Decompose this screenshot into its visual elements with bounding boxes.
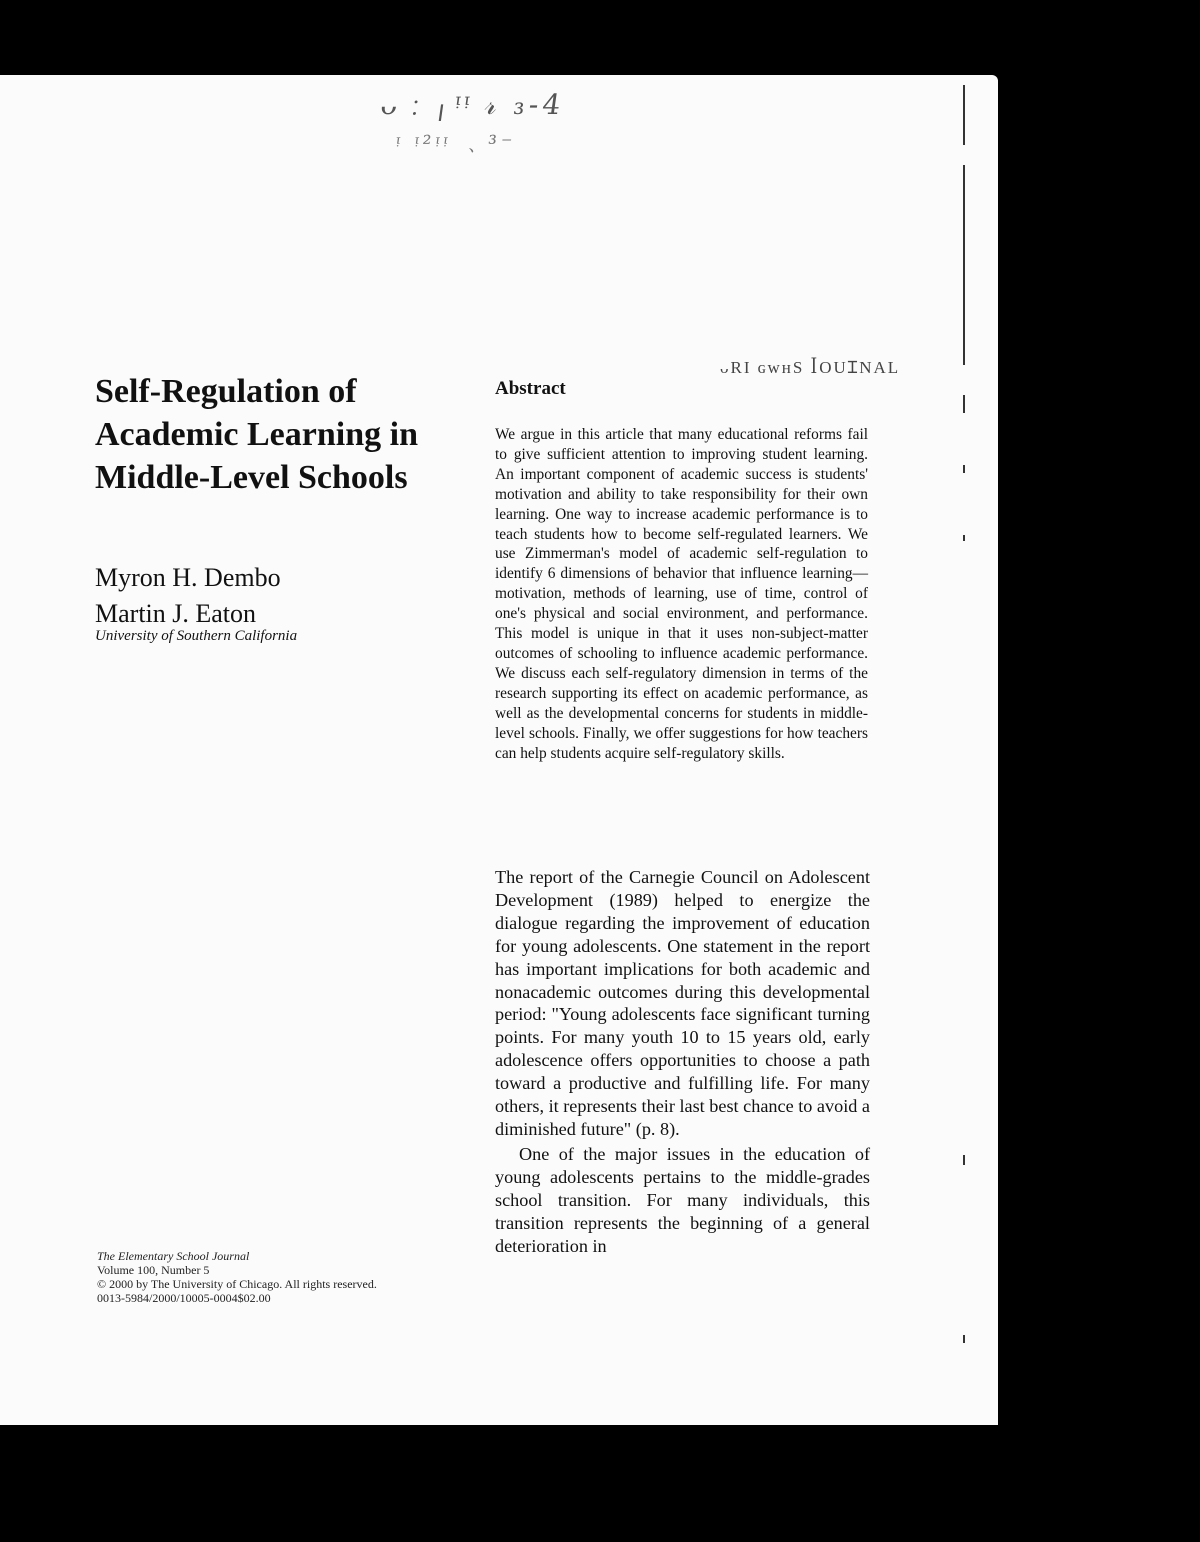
author-affiliation: University of Southern California: [95, 628, 298, 644]
author-list: [95, 560, 281, 632]
scan-border-bottom: [0, 1425, 1200, 1542]
footnote-copyright: © 2000 by The University of Chicago. All rights reserved.: [97, 1277, 377, 1291]
handwriting-line-2: ᵎ ᵎ²ᵎᵎ ﹑³⁻: [393, 132, 518, 157]
author-name: Myron H. Dembo: [95, 563, 281, 592]
footnote-issn: 0013-5984/2000/10005-0004$02.00: [97, 1291, 271, 1305]
handwritten-call-number: [372, 85, 567, 165]
scanned-page: [0, 75, 998, 1425]
body-paragraph: The report of the Carnegie Council on Adolescent Development (1989) helped to energize the dialogue regarding the improvement of education for young adolescents. One statement in the report has important implications for both academic and nonacademic outcomes during this developmental period: "Young adolescents face significant turning points. For many youth 10 to 15 years old, early adolescence offers opportunities to choose a path toward a productive and fulfilling life. For many others, it represents their last best chance to avoid a diminished future" (p. 8).: [495, 867, 870, 1139]
article-body: [495, 866, 870, 1257]
footnote-journal-title: The Elementary School Journal: [97, 1249, 250, 1263]
scan-border-right: [998, 0, 1200, 1542]
abstract-text: We argue in this article that many educational reforms fail to give sufficient attention to improving student learning. An important component of academic success is students' motivation and ability to take responsibility for their own learning. One way to increase academic performance is to teach students how to become self-regulated learners. We use Zimmerman's model of academic self-regulation to identify 6 dimensions of behavior that influence learning—motivation, methods of learning, use of time, control of one's physical and social environment, and performance. This model is unique in that it uses non-subject-matter outcomes of schooling to influence academic performance. We discuss each self-regulatory dimension in terms of the research supporting its effect on academic performance, as well as the developmental concerns for students in middle-level schools. Finally, we offer suggestions for how teachers can help students acquire self-regulatory skills.: [495, 426, 868, 762]
article-title: Self-Regulation of Academic Learning in Middle-Level Schools: [95, 373, 418, 496]
handwriting-line-1: ᴗ﹕╷ᵎᵎ 𝓇 ₃-4: [378, 88, 567, 121]
body-paragraph: One of the major issues in the education of young adolescents pertains to the middle-grades school transition. For many individuals, this transition represents the beginning of a general deterioration in: [495, 1143, 870, 1256]
footnote-volume: Volume 100, Number 5: [97, 1263, 210, 1277]
binding-edge-marks: [955, 75, 975, 1425]
publication-footnote: [97, 1249, 377, 1305]
author-name: Martin J. Eaton: [95, 599, 257, 628]
abstract-heading: Abstract: [495, 378, 566, 399]
journal-banner: ᴗRI ɢᴡʜS ꟾOUꞮNAL: [720, 358, 901, 377]
